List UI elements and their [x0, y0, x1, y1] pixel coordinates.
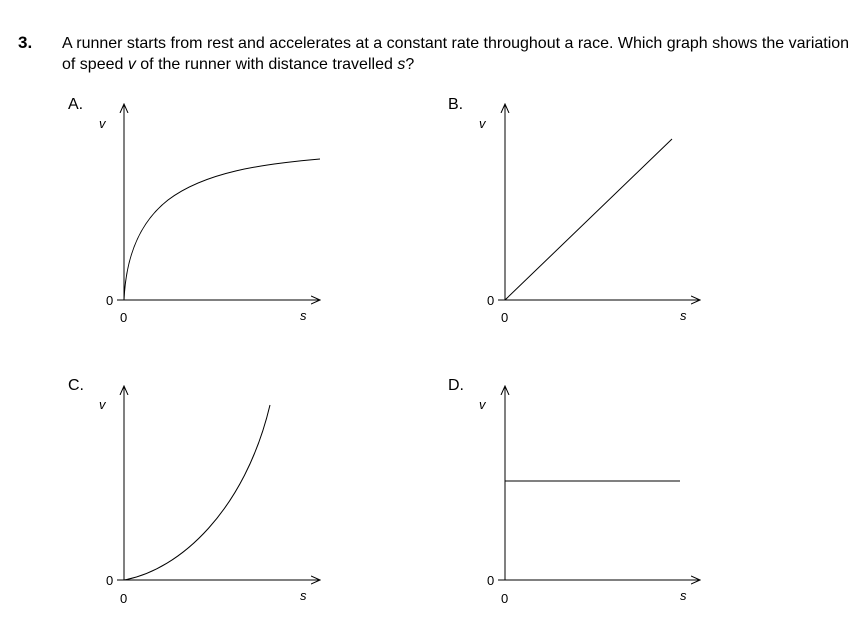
graph-b-x-label: s: [680, 308, 687, 323]
graph-c-y-label: v: [99, 397, 106, 412]
question-text-part-3: ?: [405, 56, 415, 73]
graph-b-line: [505, 139, 672, 300]
graph-a-origin-y: 0: [106, 293, 114, 308]
graph-c: [99, 386, 320, 606]
graph-b: [479, 104, 700, 325]
graph-b-origin-y: 0: [487, 293, 495, 308]
option-c-letter: C.: [68, 377, 84, 394]
graph-c-origin-y: 0: [106, 573, 114, 588]
graph-a-x-label: s: [300, 308, 307, 323]
speed-symbol: v: [127, 56, 136, 73]
graph-b-y-label: v: [479, 116, 486, 131]
option-d-letter: D.: [448, 377, 464, 394]
graph-d-y-label: v: [479, 397, 486, 412]
graph-a-curve: [124, 159, 320, 300]
option-b-letter: B.: [448, 96, 464, 113]
graph-a-y-label: v: [99, 116, 106, 131]
graph-c-curve: [124, 405, 270, 580]
graph-c-x-label: s: [300, 588, 307, 603]
graph-d: [479, 386, 700, 606]
option-a-letter: A.: [68, 96, 84, 113]
graph-d-origin-y: 0: [487, 573, 495, 588]
graph-d-x-label: s: [680, 588, 687, 603]
graph-a: [99, 104, 320, 325]
distance-symbol: s: [397, 56, 406, 73]
graph-b-origin-x: 0: [501, 310, 509, 325]
question-number: 3.: [18, 33, 33, 52]
graph-a-origin-x: 0: [120, 310, 128, 325]
question-text-part-1: A runner starts from rest and accelerates at a constant rate throughout a race. Which graph shows the variation of speed: [62, 35, 850, 73]
graph-c-origin-x: 0: [120, 591, 128, 606]
question-text-part-2: of the runner with distance travelled: [135, 56, 398, 73]
graph-d-origin-x: 0: [501, 591, 509, 606]
